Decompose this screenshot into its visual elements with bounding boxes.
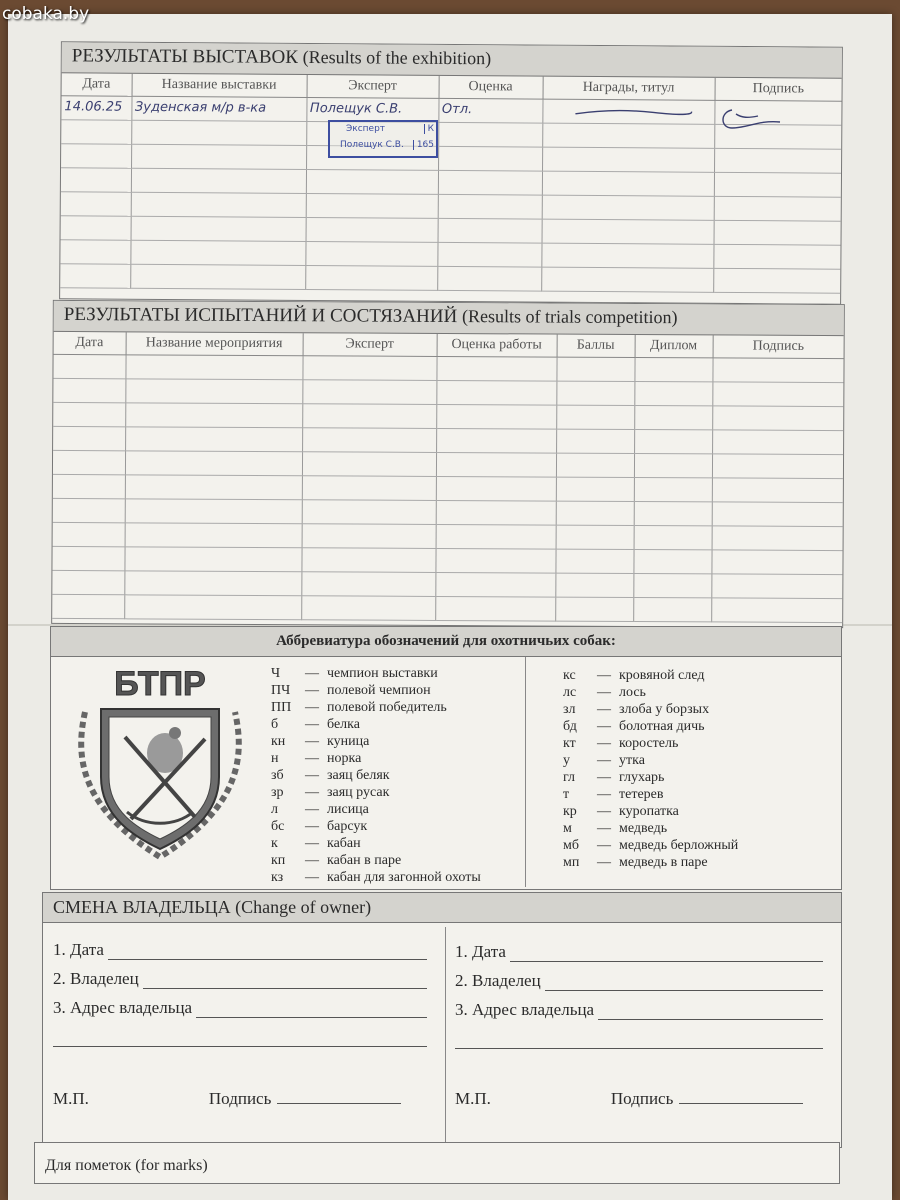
trials-col-expert: Эксперт xyxy=(303,333,437,356)
trials-col-date: Дата xyxy=(54,332,126,355)
trials-col-work-grade: Оценка работы xyxy=(437,334,557,357)
exhibition-col-signature: Подпись xyxy=(715,78,842,101)
owner2-mp-label: М.П. xyxy=(455,1089,491,1108)
owner2-address-label: 3. Адрес владельца xyxy=(455,1000,595,1019)
abbreviation-item xyxy=(271,699,481,716)
abbreviation-meaning: злоба у борзых xyxy=(619,702,710,717)
abbreviation-code: зр xyxy=(271,785,284,800)
exhibition-title-en: (Results of the exhibition) xyxy=(302,46,492,69)
abbreviation-code: ПП xyxy=(271,700,292,715)
abbreviation-item xyxy=(563,854,738,871)
marks-label: Для пометок (for marks) xyxy=(45,1157,208,1174)
owner-change-section xyxy=(42,892,842,1148)
exhibition-grade-value: Отл. xyxy=(441,101,473,118)
abbreviation-code: мб xyxy=(563,838,579,853)
abbreviation-dash: — xyxy=(597,821,611,836)
owner1-address-extra-line xyxy=(53,1018,427,1047)
abbreviation-item xyxy=(563,684,738,701)
abbreviation-item xyxy=(271,716,481,733)
owner2-owner-field xyxy=(455,962,823,991)
abbreviation-item xyxy=(271,784,481,801)
exhibition-expert-value: Полещук С.В. xyxy=(309,101,403,117)
abbreviation-item xyxy=(271,801,481,818)
abbreviation-item xyxy=(271,869,481,886)
stamp-code-bottom: 165 xyxy=(413,140,434,150)
trials-col-points: Баллы xyxy=(557,335,635,358)
owner2-date-label: 1. Дата xyxy=(455,942,506,961)
abbreviation-meaning: заяц беляк xyxy=(327,768,390,783)
exhibition-col-expert: Эксперт xyxy=(307,75,439,98)
abbreviation-code: мп xyxy=(563,855,580,870)
abbreviation-code: т xyxy=(563,787,570,802)
stamp-line2: Полещук С.В. xyxy=(340,140,404,150)
abbreviation-dash: — xyxy=(305,768,319,783)
abbreviation-meaning: тетерев xyxy=(619,787,664,802)
abbreviation-item xyxy=(563,701,738,718)
trials-col-diploma: Диплом xyxy=(635,335,713,358)
owner2-owner-label: 2. Владелец xyxy=(455,971,541,990)
abbreviation-item xyxy=(563,803,738,820)
abbreviations-right-column xyxy=(563,667,738,871)
abbreviation-dash: — xyxy=(305,785,319,800)
abbreviation-code: ПЧ xyxy=(271,683,291,698)
abbreviation-item xyxy=(563,769,738,786)
owner1-address-field xyxy=(53,989,427,1018)
abbreviation-dash: — xyxy=(597,787,611,802)
abbreviation-meaning: куропатка xyxy=(619,804,679,819)
abbreviation-code: кт xyxy=(563,736,576,751)
abbreviation-dash: — xyxy=(597,736,611,751)
owner1-sign-row xyxy=(53,1089,401,1109)
abbreviation-item xyxy=(563,837,738,854)
abbreviation-dash: — xyxy=(597,838,611,853)
abbreviation-meaning: белка xyxy=(327,717,360,732)
abbreviation-code: лс xyxy=(563,685,577,700)
abbreviation-dash: — xyxy=(597,855,611,870)
abbreviation-dash: — xyxy=(305,819,319,834)
abbreviation-item xyxy=(563,667,738,684)
abbreviation-item xyxy=(271,682,481,699)
abbreviation-dash: — xyxy=(597,753,611,768)
abbreviation-item xyxy=(563,718,738,735)
abbreviation-code: кн xyxy=(271,734,286,749)
stamp-code-top: К xyxy=(424,124,434,134)
owner1-owner-label: 2. Владелец xyxy=(53,969,139,988)
abbreviation-meaning: чемпион выставки xyxy=(327,666,438,681)
trials-col-signature: Подпись xyxy=(713,335,844,358)
abbreviation-meaning: лисица xyxy=(327,802,369,817)
abbreviation-code: л xyxy=(271,802,278,817)
abbreviations-divider xyxy=(525,657,526,887)
abbreviation-dash: — xyxy=(305,836,319,851)
owner1-address-label: 3. Адрес владельца xyxy=(53,998,193,1017)
abbreviation-dash: — xyxy=(305,683,319,698)
btpr-logo xyxy=(65,667,255,867)
abbreviation-meaning: куница xyxy=(327,734,370,749)
exhibition-col-awards: Награды, титул xyxy=(543,77,715,101)
abbreviation-code: б xyxy=(271,717,279,732)
owner2-address-extra-line xyxy=(455,1020,823,1049)
abbreviation-item xyxy=(271,665,481,682)
exhibition-name-value: Зуденская м/р в-ка xyxy=(134,99,267,116)
owner2-address-field xyxy=(455,991,823,1020)
abbreviation-code: кз xyxy=(271,870,284,885)
owner1-date-label: 1. Дата xyxy=(53,940,104,959)
abbreviation-dash: — xyxy=(305,802,319,817)
abbreviation-item xyxy=(563,735,738,752)
abbreviation-meaning: лось xyxy=(619,685,646,700)
abbreviation-meaning: медведь в паре xyxy=(619,855,708,870)
owner2-date-field xyxy=(455,933,823,962)
abbreviation-item xyxy=(271,750,481,767)
stamp-line1: Эксперт xyxy=(346,124,386,134)
trials-title-en: (Results of trials competition) xyxy=(461,306,678,328)
abbreviation-item xyxy=(271,767,481,784)
abbreviation-dash: — xyxy=(305,700,319,715)
abbreviation-item xyxy=(271,818,481,835)
abbreviation-meaning: утка xyxy=(619,753,645,768)
exhibition-title-ru: РЕЗУЛЬТАТЫ ВЫСТАВОК xyxy=(71,45,299,68)
abbreviation-meaning: кровяной след xyxy=(619,668,705,683)
owner-change-title: СМЕНА ВЛАДЕЛЬЦА (Change of owner) xyxy=(43,893,841,923)
abbreviation-dash: — xyxy=(305,734,319,749)
abbreviations-left-column xyxy=(271,665,481,886)
trials-section xyxy=(51,300,845,628)
abbreviation-code: бд xyxy=(563,719,577,734)
abbreviation-meaning: заяц русак xyxy=(327,785,390,800)
abbreviation-code: м xyxy=(563,821,572,836)
abbreviation-dash: — xyxy=(597,685,611,700)
abbreviation-code: н xyxy=(271,751,279,766)
abbreviation-code: бс xyxy=(271,819,285,834)
abbreviation-meaning: болотная дичь xyxy=(619,719,705,734)
abbreviation-dash: — xyxy=(597,702,611,717)
owner2-signature-label: Подпись xyxy=(610,1089,674,1108)
abbreviation-code: гл xyxy=(563,770,576,785)
abbreviation-dash: — xyxy=(305,870,319,885)
abbreviation-code: кр xyxy=(563,804,577,819)
abbreviation-item xyxy=(563,820,738,837)
logo-text: БТПР xyxy=(114,667,206,703)
trials-title xyxy=(54,301,844,336)
owner1-owner-field xyxy=(53,960,427,989)
abbreviations-title: Аббревиатура обозначений для охотничьих собак: xyxy=(51,627,841,657)
abbreviation-dash: — xyxy=(305,853,319,868)
award-dash-scribble xyxy=(573,104,693,121)
abbreviation-code: зл xyxy=(563,702,576,717)
trials-title-ru: РЕЗУЛЬТАТЫ ИСПЫТАНИЙ И СОСТЯЗАНИЙ xyxy=(63,303,458,328)
abbreviation-item xyxy=(563,786,738,803)
abbreviation-meaning: кабан в паре xyxy=(327,853,402,868)
abbreviation-dash: — xyxy=(597,804,611,819)
abbreviation-code: кп xyxy=(271,853,286,868)
owner-block-1 xyxy=(53,931,427,1047)
owner1-mp-label: М.П. xyxy=(53,1089,89,1108)
abbreviation-code: у xyxy=(563,753,570,768)
abbreviations-section xyxy=(50,626,842,890)
abbreviation-meaning: глухарь xyxy=(619,770,665,785)
abbreviation-code: кс xyxy=(563,668,576,683)
owner-block-2 xyxy=(455,933,823,1049)
abbreviation-meaning: норка xyxy=(327,751,362,766)
trials-table xyxy=(52,332,843,623)
exhibition-date-value: 14.06.25 xyxy=(64,99,123,115)
abbreviation-meaning: полевой чемпион xyxy=(327,683,431,698)
abbreviation-item xyxy=(563,752,738,769)
exhibition-section xyxy=(59,41,843,304)
abbreviation-meaning: кабан для загонной охоты xyxy=(327,870,481,885)
abbreviation-dash: — xyxy=(597,668,611,683)
exhibition-col-grade: Оценка xyxy=(439,76,543,99)
abbreviation-code: зб xyxy=(271,768,284,783)
owner2-sign-row xyxy=(455,1089,803,1109)
abbreviation-dash: — xyxy=(305,751,319,766)
owner1-signature-label: Подпись xyxy=(208,1089,272,1108)
abbreviation-dash: — xyxy=(305,717,319,732)
abbreviation-meaning: медведь берложный xyxy=(619,838,739,853)
expert-stamp xyxy=(328,120,438,158)
exhibition-col-date: Дата xyxy=(62,73,132,96)
abbreviation-item xyxy=(271,852,481,869)
abbreviation-meaning: коростель xyxy=(619,736,679,751)
signature-scribble xyxy=(718,104,788,132)
owner-divider xyxy=(445,927,446,1147)
abbreviation-meaning: барсук xyxy=(327,819,368,834)
marks-section xyxy=(34,1142,840,1184)
abbreviation-code: к xyxy=(271,836,278,851)
table-row xyxy=(60,264,840,293)
abbreviation-meaning: медведь xyxy=(619,821,668,836)
abbreviation-item xyxy=(271,835,481,852)
watermark: cobaka.by xyxy=(2,4,90,24)
abbreviation-dash: — xyxy=(305,666,319,681)
table-row xyxy=(52,594,842,622)
abbreviation-item xyxy=(271,733,481,750)
abbreviation-meaning: кабан xyxy=(327,836,361,851)
exhibition-col-name: Название выставки xyxy=(132,74,307,98)
abbreviation-dash: — xyxy=(597,719,611,734)
abbreviation-dash: — xyxy=(597,770,611,785)
abbreviation-meaning: полевой победитель xyxy=(327,700,447,715)
trials-col-event: Название мероприятия xyxy=(126,332,303,355)
owner1-date-field xyxy=(53,931,427,960)
abbreviation-code: Ч xyxy=(271,666,281,681)
